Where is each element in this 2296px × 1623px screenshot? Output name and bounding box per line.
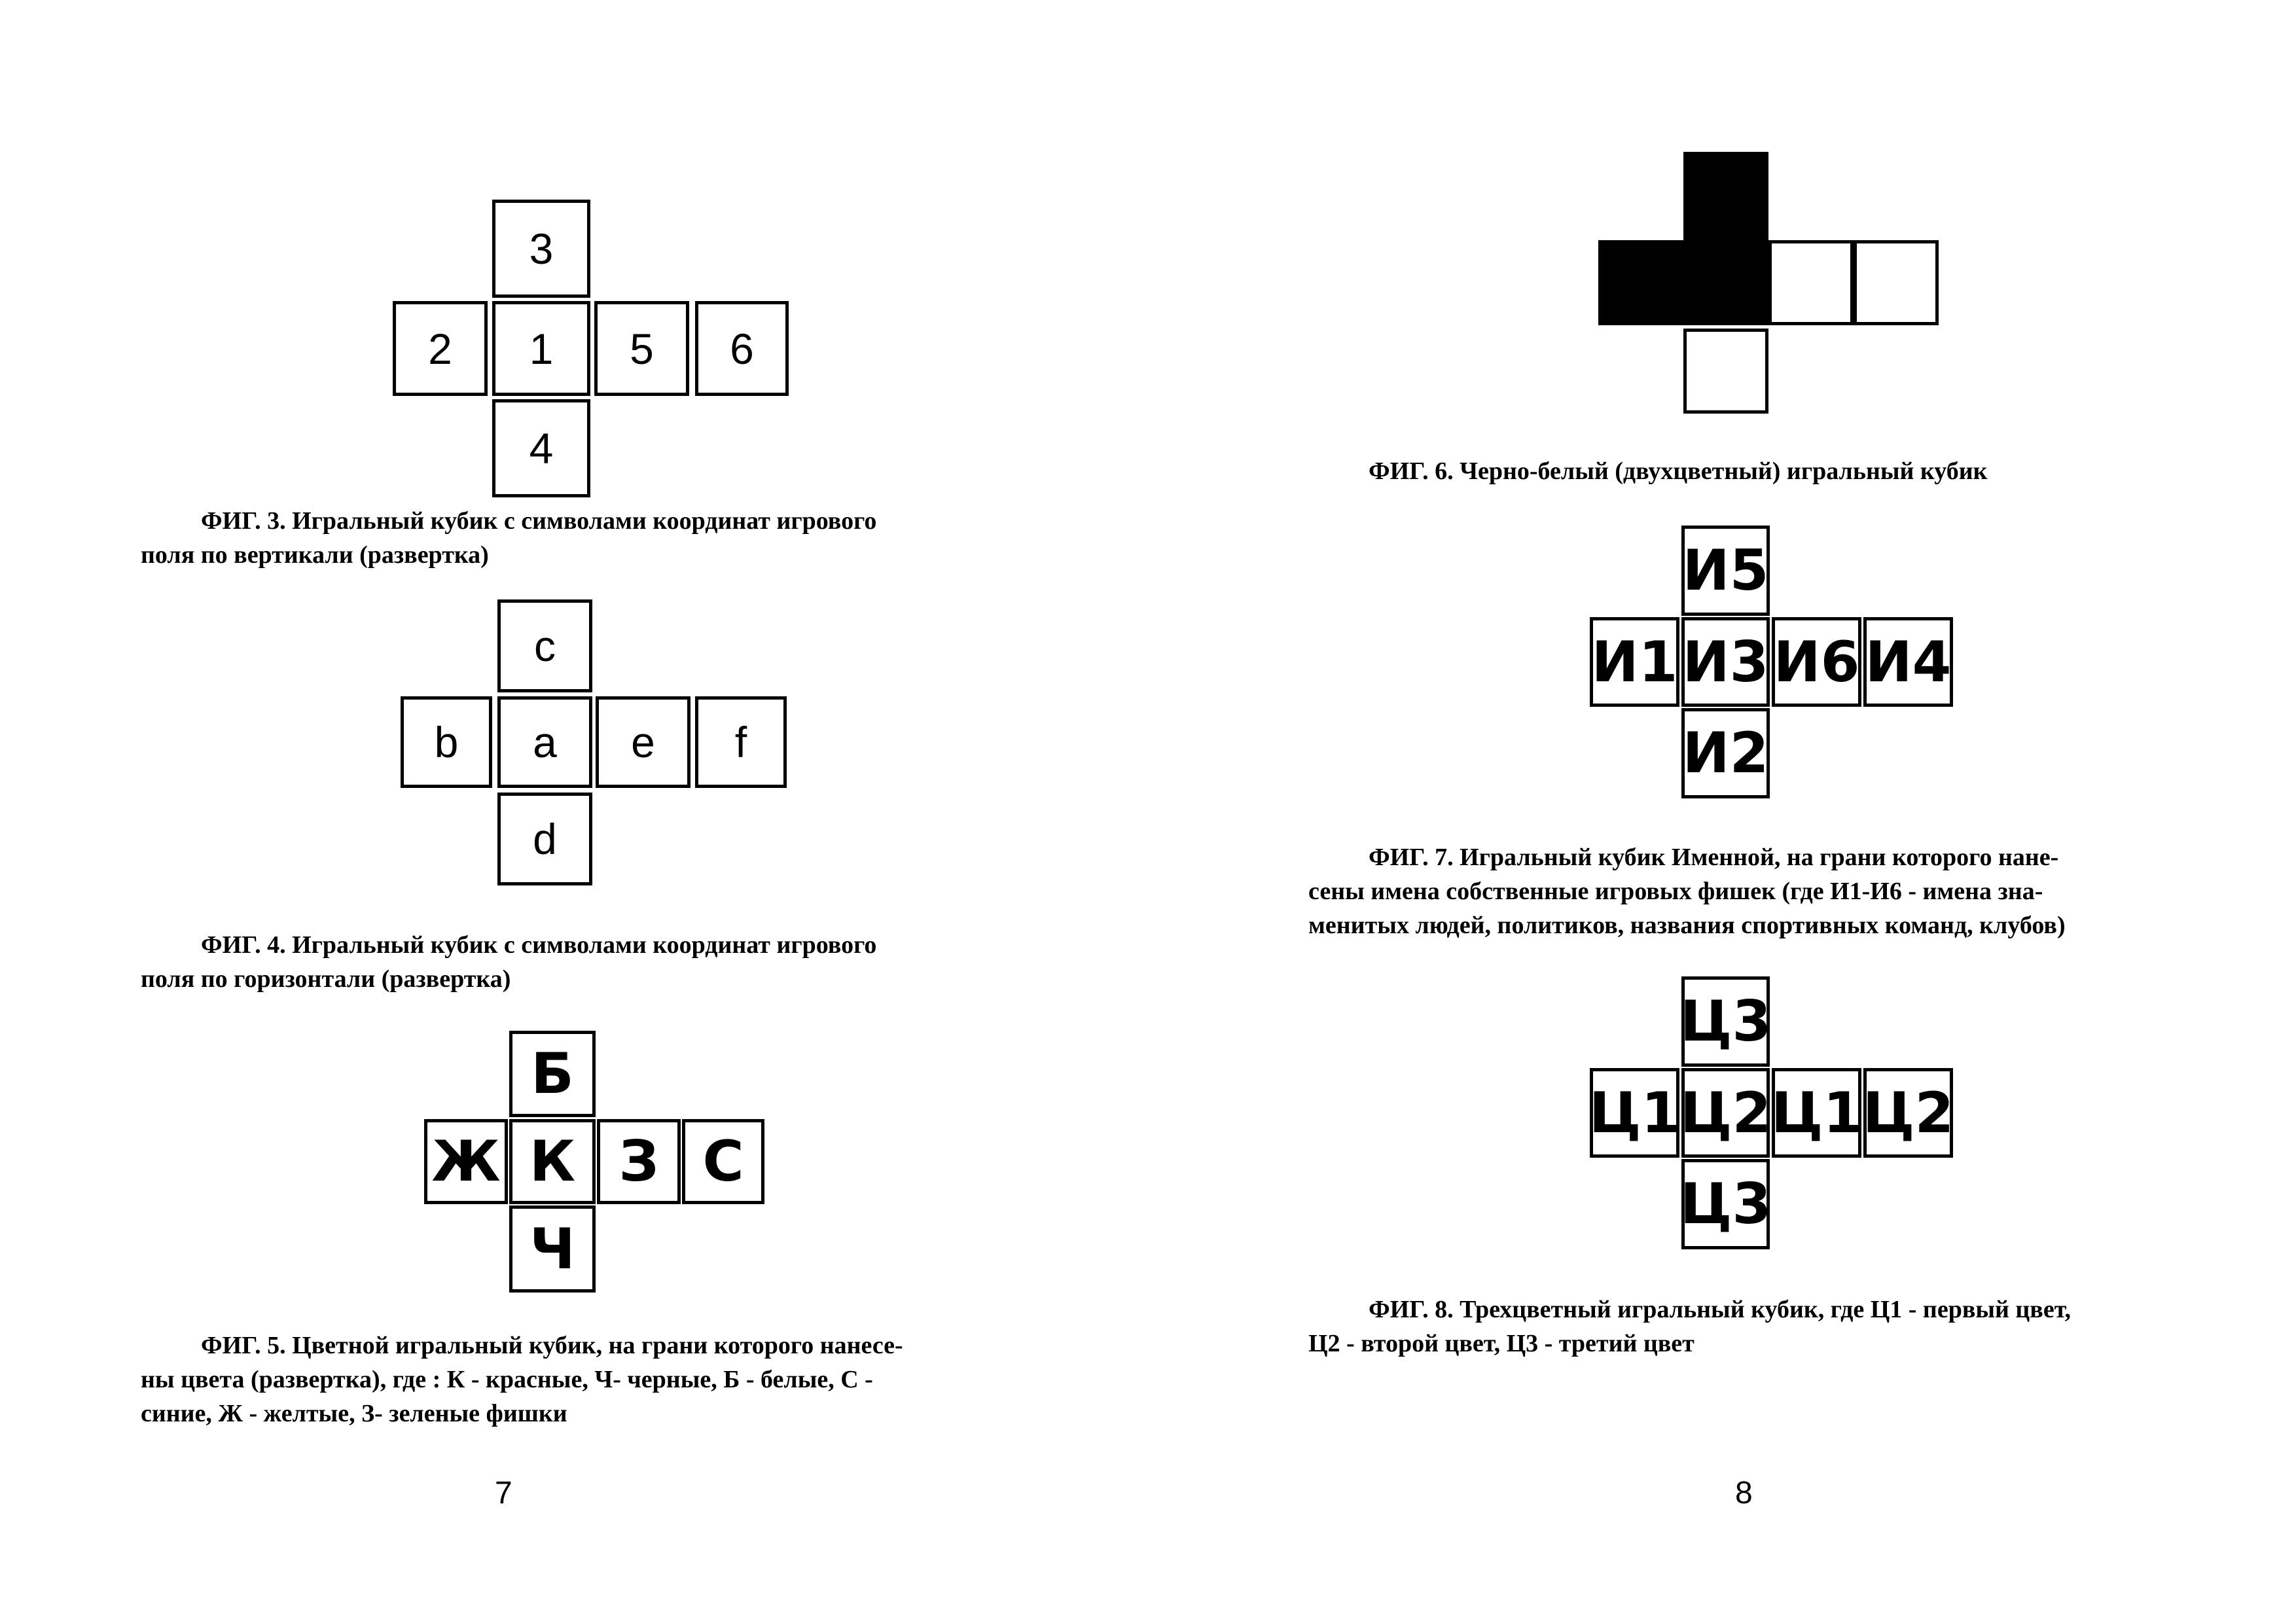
fig6-face-far-right: [1854, 240, 1939, 325]
fig7-face-bottom: И2: [1681, 708, 1770, 798]
fig6-caption-line1: ФИГ. 6. Черно-белый (двухцветный) игральный кубик: [1369, 457, 1988, 485]
fig3-face-center: 1: [492, 301, 590, 396]
fig3-face-far-right: 6: [695, 301, 789, 396]
fig4-caption: [141, 928, 998, 996]
fig7-face-top: И5: [1681, 526, 1770, 616]
fig7-face-far-right: И4: [1863, 617, 1953, 707]
fig7-caption-line3: менитых людей, политиков, названия спортивных команд, клубов): [1308, 912, 2066, 939]
fig4-face-left: b: [401, 696, 492, 788]
fig8-face-left: Ц1: [1590, 1068, 1679, 1158]
fig5-face-right: З: [597, 1119, 681, 1204]
fig7-caption-line1: ФИГ. 7. Игральный кубик Именной, на грани которого нане-: [1369, 844, 2059, 871]
fig3-caption-line2: поля по вертикали (развертка): [141, 541, 489, 569]
fig4-face-right: e: [596, 696, 691, 788]
fig5-caption-line1: ФИГ. 5. Цветной игральный кубик, на грани которого нанесе-: [201, 1332, 903, 1359]
fig6-caption: [1308, 454, 2172, 488]
fig3-caption: [141, 504, 998, 572]
page-number: 8: [1735, 1476, 1753, 1510]
fig6-face-top: [1683, 152, 1768, 240]
fig3-caption-line1: ФИГ. 3. Игральный кубик с символами координат игрового: [201, 507, 877, 535]
fig6-face-left: [1598, 240, 1683, 325]
fig4-face-far-right: f: [695, 696, 787, 788]
fig7-cube-net: [1590, 526, 1960, 800]
fig7-face-right: И6: [1772, 617, 1861, 707]
page-8: [1148, 0, 2296, 1623]
fig5-caption-line3: синие, Ж - желтые, З- зеленые фишки: [141, 1400, 567, 1427]
fig4-caption-line2: поля по горизонтали (развертка): [141, 965, 511, 993]
fig4-face-center: a: [497, 696, 592, 788]
fig5-face-top: Б: [509, 1031, 596, 1117]
fig6-face-center: [1683, 240, 1768, 325]
fig5-caption-line2: ны цвета (развертка), где : К - красные, Ч- черные, Б - белые, С -: [141, 1366, 873, 1393]
fig6-face-bottom: [1683, 329, 1768, 414]
fig8-face-bottom: Ц3: [1681, 1159, 1770, 1249]
fig5-face-left: Ж: [424, 1119, 508, 1204]
fig7-caption: [1308, 840, 2172, 942]
fig6-face-right: [1768, 240, 1854, 325]
fig3-face-bottom: 4: [492, 399, 590, 497]
page-number: 7: [495, 1476, 512, 1510]
fig8-face-far-right: Ц2: [1863, 1068, 1953, 1158]
fig7-face-left: И1: [1590, 617, 1679, 707]
fig4-caption-line1: ФИГ. 4. Игральный кубик с символами координат игрового: [201, 931, 877, 959]
fig7-caption-line2: сены имена собственные игровых фишек (где И1-И6 - имена зна-: [1308, 878, 2043, 905]
fig8-face-right: Ц1: [1772, 1068, 1861, 1158]
fig4-cube-net: [401, 599, 793, 887]
fig5-caption: [141, 1329, 998, 1431]
fig8-face-center: Ц2: [1681, 1068, 1770, 1158]
fig7-face-center: И3: [1681, 617, 1770, 707]
fig3-face-right: 5: [594, 301, 689, 396]
fig8-caption-line2: Ц2 - второй цвет, Ц3 - третий цвет: [1308, 1330, 1695, 1357]
fig3-face-left: 2: [393, 301, 488, 396]
fig8-face-top: Ц3: [1681, 976, 1770, 1067]
fig5-face-bottom: Ч: [509, 1205, 596, 1293]
fig5-face-center: К: [509, 1119, 596, 1204]
fig8-caption: [1308, 1293, 2172, 1361]
fig8-caption-line1: ФИГ. 8. Трехцветный игральный кубик, где Ц1 - первый цвет,: [1369, 1296, 2071, 1323]
fig5-cube-net: [424, 1031, 764, 1293]
fig3-cube-net: [393, 200, 785, 494]
fig6-cube-net: [1598, 152, 1939, 414]
fig4-face-bottom: d: [497, 793, 592, 885]
fig5-face-far-right: С: [682, 1119, 764, 1204]
fig8-cube-net: [1590, 976, 1960, 1251]
fig4-face-top: c: [497, 599, 592, 692]
fig3-face-top: 3: [492, 200, 590, 298]
